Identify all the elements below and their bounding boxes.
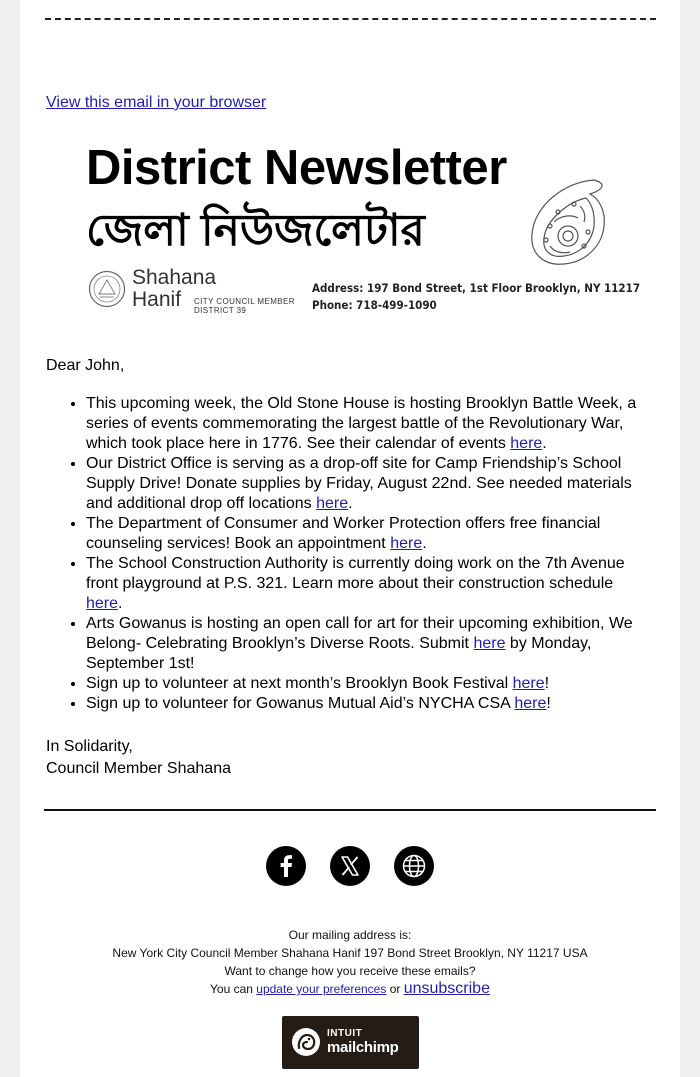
- list-item: • Arts Gowanus is hosting an open call for art for their upcoming exhibition, We Belong- Celebrating Brooklyn’s Diverse Roots. Submit here by Monday, September 1st!: [86, 614, 646, 674]
- signature-last-name: Hanif: [132, 288, 182, 311]
- globe-icon: [394, 846, 434, 886]
- newsletter-banner: [86, 138, 641, 318]
- closing-signature: Council Member Shahana: [46, 760, 231, 777]
- banner-title-english: District Newsletter: [86, 141, 507, 195]
- closing: [46, 736, 646, 780]
- banner-title-bengali: জেলা নিউজলেটার: [86, 206, 425, 255]
- contact-info: [312, 280, 640, 314]
- unsubscribe-link[interactable]: unsubscribe: [403, 980, 490, 997]
- here-link[interactable]: here: [86, 595, 119, 612]
- x-icon: [330, 846, 370, 886]
- announcement-list: [46, 394, 646, 714]
- office-address: Address: 197 Bond Street, 1st Floor Brooklyn, NY 11217: [312, 281, 641, 295]
- email-footer: [20, 926, 680, 998]
- list-item: • Sign up to volunteer for Gowanus Mutual Aid’s NYCHA CSA here!: [86, 694, 646, 714]
- mailchimp-badge[interactable]: [282, 1016, 419, 1069]
- list-item: • Sign up to volunteer at next month’s Brooklyn Book Festival here!: [86, 674, 646, 694]
- here-link[interactable]: here: [514, 695, 547, 712]
- change-prompt: Want to change how you receive these emails?: [224, 964, 476, 978]
- here-link[interactable]: here: [390, 535, 423, 552]
- list-item: • The Department of Consumer and Worker Protection offers free financial counseling services! Book an appointment here.: [86, 514, 646, 554]
- facebook-icon: [266, 846, 306, 886]
- mailchimp-intuit-text: INTUIT: [327, 1028, 363, 1039]
- view-in-browser-link[interactable]: View this email in your browser: [46, 94, 267, 111]
- signature-district: DISTRICT 39: [194, 306, 247, 315]
- mailchimp-logo-icon: [290, 1026, 322, 1058]
- facebook-button[interactable]: [266, 846, 306, 886]
- list-item: • This upcoming week, the Old Stone House is hosting Brooklyn Battle Week, a series of events commemorating the largest battle of the Revolutionary War, which took place here in 1776. See their calendar of events here.: [86, 394, 646, 454]
- signature-first-name: Shahana: [132, 266, 217, 289]
- dashed-divider: [45, 18, 656, 20]
- preferences-line: You can update your preferences or unsubscribe: [210, 980, 490, 997]
- mailing-label: Our mailing address is:: [288, 928, 412, 942]
- office-phone: Phone: 718-499-1090: [312, 298, 437, 312]
- email-card: [20, 0, 680, 1077]
- paisley-ornament-icon: [524, 176, 612, 268]
- x-button[interactable]: [330, 846, 370, 886]
- signature-role: CITY COUNCIL MEMBER: [194, 297, 295, 306]
- here-link[interactable]: here: [510, 435, 543, 452]
- signature-subtitle: [194, 297, 295, 315]
- website-button[interactable]: [394, 846, 434, 886]
- closing-salutation: In Solidarity,: [46, 738, 133, 755]
- list-item: • Our District Office is serving as a drop-off site for Camp Friendship’s School Supply Drive! Donate supplies by Friday, August 22nd. See needed materials and additional drop off locations here.: [86, 454, 646, 514]
- greeting: Dear John,: [46, 357, 125, 374]
- update-preferences-link[interactable]: update your preferences: [256, 982, 387, 996]
- mailchimp-wordmark: mailchimp: [327, 1039, 399, 1056]
- here-link[interactable]: here: [316, 495, 349, 512]
- footer-divider: [44, 809, 656, 811]
- here-link[interactable]: here: [473, 635, 506, 652]
- email-body: [46, 356, 646, 780]
- nyc-seal-icon: [88, 270, 126, 308]
- here-link[interactable]: here: [512, 675, 545, 692]
- mailing-address: New York City Council Member Shahana Hanif 197 Bond Street Brooklyn, NY 11217 USA: [112, 946, 588, 960]
- list-item: • The School Construction Authority is currently doing work on the 7th Avenue front playground at P.S. 321. Learn more about their construction schedule here.: [86, 554, 646, 614]
